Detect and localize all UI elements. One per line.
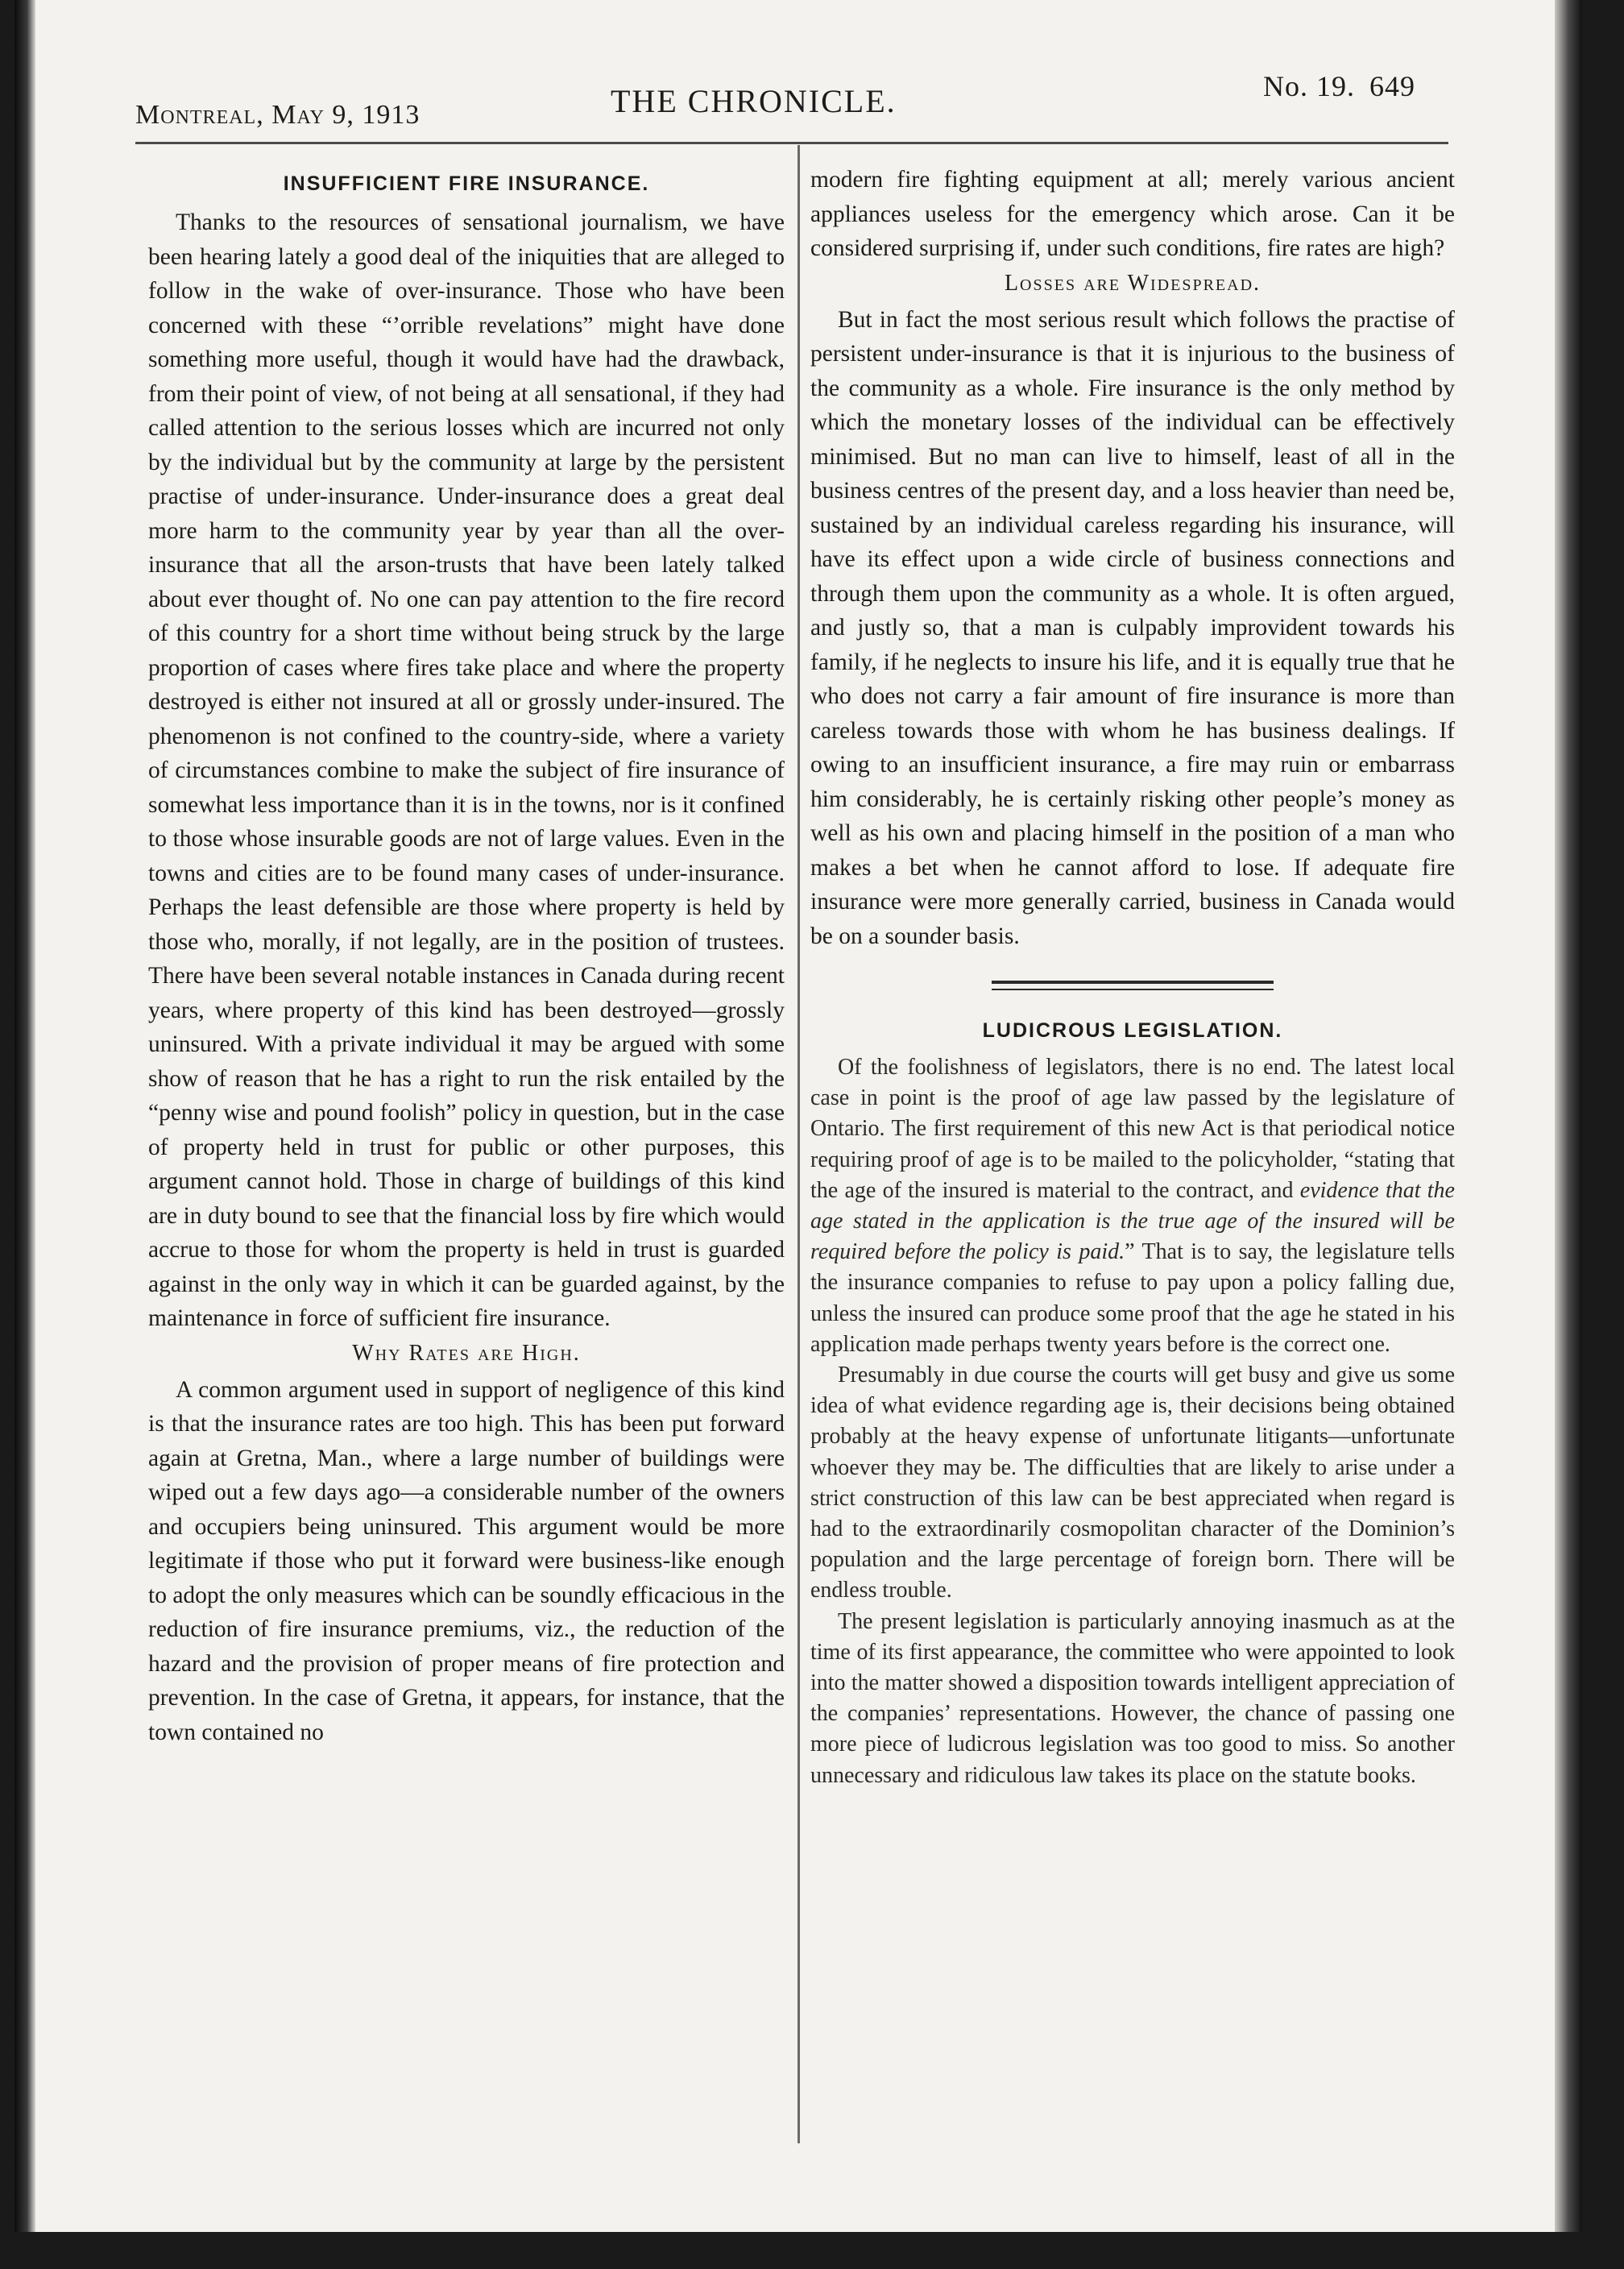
legislation-article: [810, 1052, 1455, 1791]
article-paragraph: Presumably in due course the courts will get busy and give us some idea of what evidence regarding age is, their decisions being obtained probably at the heavy expense of unfortunate litigants—unfortunate whoever they may be. The difficulties that are likely to arise under a strict construction of this law can be best appreciated when regard is had to the extraordinarily cosmopolitan character of the Dominion’s population and the large percentage of foreign born. There will be endless trouble.: [810, 1363, 1455, 1603]
quoted-requirement: evidence that the age stated in the application is the true age of the insured will be required before the policy is paid.: [810, 1177, 1455, 1265]
article-separator: [992, 981, 1274, 990]
article-paragraph: [810, 1052, 1455, 1360]
place-date: Montreal, May 9, 1913: [135, 100, 420, 130]
newspaper-page: [14, 0, 1582, 2232]
book-binding-shadow: [14, 0, 35, 2232]
issue-info: [1263, 69, 1415, 103]
article-title: LUDICROUS LEGISLATION.: [982, 1019, 1283, 1042]
section-subhead: Losses are Widespread.: [1004, 270, 1262, 296]
publication-title: THE CHRONICLE.: [611, 83, 897, 119]
page-number: 649: [1369, 70, 1415, 102]
page-header: [14, 0, 1582, 153]
right-column: [802, 158, 1455, 1791]
paragraph-text: ” That is to say, the legislature tells the insurance companies to refuse to pay upon a policy falling due, unless the insured can produce some proof that the age he stated in his application made perhaps twenty years before is the correct one.: [810, 1239, 1455, 1357]
article-paragraph: The present legislation is particularly annoying inasmuch as at the time of its first appearance, the committee who were appointed to look into the matter showed a disposition towards intelligent appreciation of the companies’ representations. However, the chance of passing one more piece of ludicrous legislation was too good to miss. So another unnecessary and ridiculous law takes its place on the statute books.: [810, 1608, 1455, 1788]
article-paragraph: Thanks to the resources of sensational journalism, we have been hearing lately a good deal of the iniquities that are alleged to follow in the wake of over-insurance. Those who have been concerned with these “’orrible revelations” might have done something more useful, though it would have had the drawback, from their point of view, of not being at all sensational, if they had called attention to the serious losses which are incurred not only by the individual but by the community at large by the persistent practise of under-insurance. Under-insurance does a great deal more harm to the community year by year than all the over-insurance that all the arson-trusts that have been lately talked about ever thought of. No one can pay attention to the fire record of this country for a short time without being struck by the large proportion of cases where fires take place and where the property destroyed is either not insured at all or grossly under-insured. The phenomenon is not confined to the country-side, where a variety of circumstances combine to make the subject of fire insurance of somewhat less importance than it is in the towns, nor is it confined to those whose insurable goods are not of large values. Even in the towns and cities are to be found many cases of under-insurance. Perhaps the least defensible are those where property is held by those who, morally, if not legally, are in the position of trustees. There have been several notable instances in Canada during recent years, where property of this kind has been destroyed—grossly uninsured. With a private individual it may be argued with some show of reason that he has a right to run the risk entailed by the “penny wise and pound foolish” policy in question, but in the case of property held in trust for public or other purposes, this argument cannot hold. Those in charge of buildings of this kind are in duty bound to see that the financial loss by fire which would accrue to those for whom the property is held in trust is guarded against in the only way in which it can be guarded against, by the maintenance in force of sufficient fire insurance.: [148, 209, 785, 1331]
article-paragraph-continued: modern fire fighting equipment at all; merely various ancient appliances useless for the emergency which arose. Can it be considered surprising if, under such conditions, fire rates are high?: [810, 167, 1455, 261]
section-subhead: Why Rates are High.: [352, 1340, 581, 1366]
article-paragraph: But in fact the most serious result which follows the practise of persistent under-insurance is that it is injurious to the business of the community as a whole. Fire insurance is the only method by which the monetary losses of the individual can be effectively minimised. But no man can live to himself, least of all in the business centres of the present day, and a loss heavier than need be, sustained by an individual careless regarding his insurance, will have its effect upon a wide circle of business connections and through them upon the community as a whole. It is often argued, and justly so, that a man is culpably improvident towards his family, if he neglects to insure his life, and it is equally true that he who does not carry a fair amount of fire insurance is more than careless towards those with whom he has business dealings. If owing to an insufficient insurance, a fire may ruin or embarrass him considerably, he is certainly risking other people’s money as well as his own and placing himself in the position of a man who makes a bet when he cannot afford to lose. If adequate fire insurance were more generally carried, business in Canada would be on a sounder basis.: [810, 306, 1455, 949]
column-divider: [798, 145, 800, 2143]
page-edge-shadow: [1555, 0, 1582, 2232]
paragraph-text: Of the foolishness of legislators, there is no end. The latest local case in point is the proof of age law passed by the legislature of Ontario. The first requirement of this new Act is that periodical notice requiring proof of age is to be mailed to the policyholder, “stating that the age of the insured is material to the contract, and: [810, 1055, 1455, 1203]
article-title: INSUFFICIENT FIRE INSURANCE.: [283, 172, 650, 195]
header-rule: [135, 142, 1448, 144]
left-column: [148, 158, 785, 1749]
article-paragraph: A common argument used in support of negligence of this kind is that the insurance rates are too high. This has been put forward again at Gretna, Man., where a large number of buildings were wiped out a few days ago—a considerable number of the owners and occupiers being uninsured. This argument would be more legitimate if those who put it forward were business-like enough to adopt the only measures which can be soundly efficacious in the reduction of fire insurance premiums, viz., the reduction of the hazard and the provision of proper means of fire protection and prevention. In the case of Gretna, it appears, for instance, that the town contained no: [148, 1376, 785, 1745]
issue-number: No. 19.: [1263, 70, 1355, 102]
